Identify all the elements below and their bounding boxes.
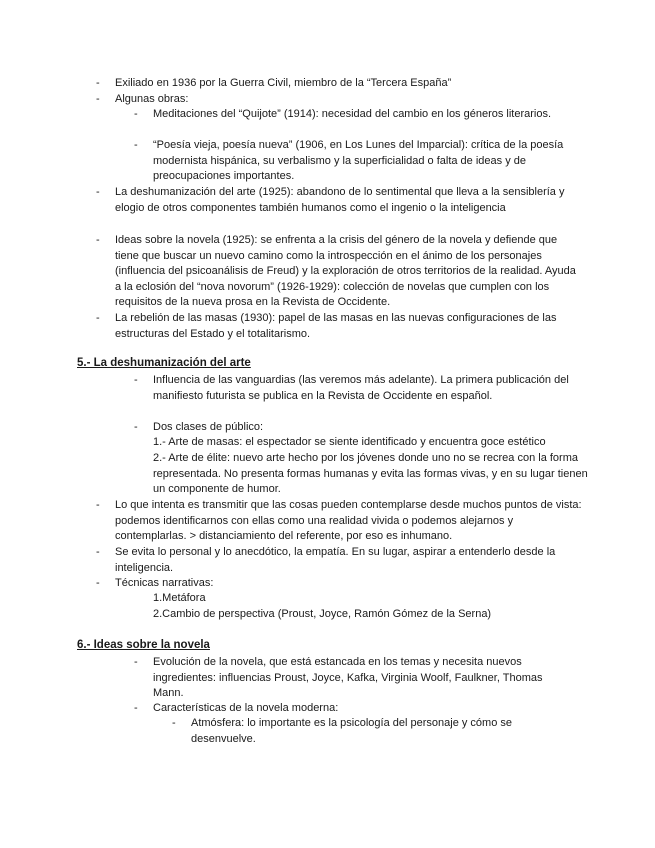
bullet-dash: - — [134, 702, 138, 714]
bullet-transmit — [96, 498, 586, 545]
section-heading: 5.- La deshumanización del arte — [77, 357, 251, 369]
bullet-dash: - — [96, 546, 100, 558]
bullet-text: Lo que intenta es transmitir que las cosas pueden contemplarse desde muchos puntos de vista: podemos identificarnos con ellas como una realidad vivida o podemos alejarnos y contemplarlas. > distanciamiento del referente, por eso es inhumano. — [115, 499, 582, 543]
bullet-dash: - — [96, 186, 100, 198]
audience-mass-art: 1.- Arte de masas: el espectador se siente identificado y encuentra goce estético — [153, 436, 546, 448]
bullet-text: Algunas obras: — [115, 93, 189, 105]
bullet-dash: - — [134, 656, 138, 668]
bullet-dash: - — [96, 499, 100, 511]
bullet-dash: - — [96, 93, 100, 105]
bullet-text: Ideas sobre la novela (1925): se enfrenta a la crisis del género de la novela y defiende que tiene que buscar un nuevo camino como la introspección en el ánimo de los personajes (influencia del psicoanálisis de Freud) y la exploración de otros territorios de la realidad. Ayuda a la eclosión del “nova novorum” (1926-1929): colección de novelas que cumplen con los requisitos de la nueva prosa en la Revista de Occidente. — [115, 234, 576, 309]
bullet-avoid — [96, 545, 586, 576]
technique-perspective: 2.Cambio de perspectiva (Proust, Joyce, Ramón Gómez de la Serna) — [153, 608, 492, 620]
bullet-text: Atmósfera: lo importante es la psicología del personaje y cómo se desenvuelve. — [191, 717, 512, 745]
bullet-masses — [96, 311, 576, 342]
bullet-text: Características de la novela moderna: — [153, 702, 339, 714]
bullet-text: Exiliado en 1936 por la Guerra Civil, miembro de la “Tercera España” — [115, 77, 452, 89]
section-heading: 6.- Ideas sobre la novela — [77, 639, 210, 651]
sub-bullet-evolution — [134, 655, 574, 702]
sub-bullet-meditaciones — [134, 107, 574, 123]
sub-bullet-vanguard — [134, 373, 574, 404]
bullet-dash: - — [96, 577, 100, 589]
bullet-text: Se evita lo personal y lo anecdótico, la empatía. En su lugar, aspirar a entenderlo desde la inteligencia. — [115, 546, 556, 574]
bullet-text: La deshumanización del arte (1925): abandono de lo sentimental que lleva a la sensiblería y elogio de otros componentes también humanos como el ingenio o la inteligencia — [115, 186, 565, 214]
sub-bullet-features — [134, 701, 594, 717]
bullet-text: Meditaciones del “Quijote” (1914): necesidad del cambio en los géneros literarios. — [153, 108, 552, 120]
bullet-techniques — [96, 576, 596, 592]
bullet-text: Influencia de las vanguardias (las veremos más adelante). La primera publicación del manifiesto futurista se publica en la Revista de Occidente en español. — [153, 374, 569, 402]
technique-metaphor: 1.Metáfora — [153, 592, 206, 604]
bullet-text: Evolución de la novela, que está estancada en los temas y necesita nuevos ingredientes: influencias Proust, Joyce, Kafka, Virginia Woolf, Faulkner, Thomas Mann. — [153, 656, 543, 700]
bullet-dash: - — [172, 717, 176, 729]
bullet-text: Dos clases de público: — [153, 421, 264, 433]
bullet-dehumanization — [96, 185, 566, 216]
bullet-dash: - — [96, 234, 100, 246]
bullet-works — [96, 92, 596, 108]
bullet-text: “Poesía vieja, poesía nueva” (1906, en Los Lunes del Imparcial): crítica de la poesía modernista hispánica, su verbalismo y la superficialidad o falta de ideas y de preocupaciones importantes. — [153, 139, 564, 183]
bullet-dash: - — [134, 421, 138, 433]
audience-elite-art: 2.- Arte de élite: nuevo arte hecho por los jóvenes donde uno no se recrea con la forma representada. No presenta formas humanas y evita las formas vivas, y en su lugar tienen un componente de humor. — [153, 452, 588, 496]
bullet-exiled — [96, 76, 596, 92]
bullet-dash: - — [134, 374, 138, 386]
bullet-novel-ideas — [96, 233, 576, 311]
bullet-dash: - — [96, 77, 100, 89]
bullet-dash: - — [96, 312, 100, 324]
sub-bullet-poesia — [134, 138, 589, 185]
bullet-dash: - — [134, 108, 138, 120]
bullet-text: Técnicas narrativas: — [115, 577, 214, 589]
sub-sub-bullet-atmosphere — [172, 716, 562, 747]
bullet-dash: - — [134, 139, 138, 151]
sub-bullet-audience — [134, 420, 594, 436]
bullet-text: La rebelión de las masas (1930): papel de las masas en las nuevas configuraciones de las estructuras del Estado y el totalitarismo. — [115, 312, 557, 340]
